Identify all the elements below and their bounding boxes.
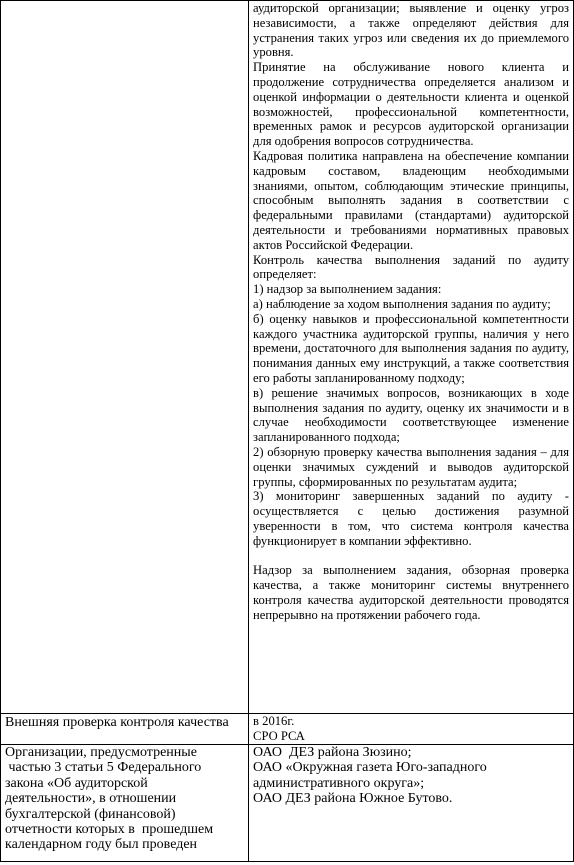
paragraph: Контроль качества выполнения заданий по аудиту определяет: <box>253 252 569 282</box>
label-line: календарном году был проведен <box>5 837 198 853</box>
label-text: Внешняя проверка контроля качества <box>5 715 229 730</box>
external-check-value <box>249 714 574 745</box>
paragraph: 1) надзор за выполнением задания: <box>253 282 442 297</box>
label-line: частью 3 статьи 5 Федерального <box>5 760 202 776</box>
organization-item: ОАО ДЕЗ района Зюзино; <box>253 745 412 760</box>
organizations-label <box>1 745 249 862</box>
table-row <box>1 714 574 745</box>
paragraph: в) решение значимых вопросов, возникающих в ходе выполнения задания по аудиту, оценку их значимости и в случае необходимости соответствующее изменение запланированного подхода; <box>253 385 569 445</box>
paragraph: 3) мониторинг завершенных заданий по аудиту - осуществляется с целью достижения разумной уверенности в том, что система контроля качества функционирует в компании эффективно. <box>253 489 569 548</box>
label-line: Организации, предусмотренные <box>5 745 197 760</box>
closing-paragraph: Надзор за выполнением задания, обзорная проверка качества, а также мониторинг системы внутреннего контроля качества аудиторской деятельности проводятся непрерывно на протяжении рабочего года. <box>253 563 569 622</box>
label-line: отчетности которых в прошедшем <box>5 822 214 838</box>
paragraph: 2) обзорную проверку качества выполнения задания – для оценки значимых суждений и выводов аудиторской группы, сформированных по результатам аудита; <box>253 444 569 489</box>
organization-item: ОАО ДЕЗ района Южное Бутово. <box>253 791 453 807</box>
label-line: деятельности», в отношении <box>5 791 177 807</box>
table-row <box>1 1 574 714</box>
table-cell-empty <box>1 1 249 714</box>
year-text: в 2016г. <box>253 714 295 728</box>
blank-line <box>253 548 569 563</box>
paragraph: аудиторской организации; выявление и оценку угроз независимости, а также определяют действия для устранения таких угроз или сведения их до приемлемого уровня. <box>253 1 569 60</box>
table-row <box>1 745 574 862</box>
paragraph: а) наблюдение за ходом выполнения задания по аудиту; <box>253 296 551 311</box>
external-check-label <box>1 714 249 745</box>
quality-control-description <box>249 1 574 714</box>
paragraph: Принятие на обслуживание нового клиента и продолжение сотрудничества определяется анализом и оценкой информации о деятельности клиента и оценкой возможностей, профессиональной компетентности, временных рамок и ресурсов аудиторской организации для одобрения вопросов сотрудничества. <box>253 60 569 149</box>
organizations-list <box>249 745 574 862</box>
sro-text: СРО РСА <box>253 728 305 743</box>
label-line: закона «Об аудиторской <box>5 775 148 791</box>
label-line: бухгалтерской (финансовой) <box>5 806 176 822</box>
paragraph: б) оценку навыков и профессиональной компетентности каждого участника аудиторской группы, наличия у него времени, достаточного для выполнения задания по аудиту, понимания данных ему инструкций, а также соответствия его работы запланированному подходу; <box>253 311 569 385</box>
organization-item: ОАО «Окружная газета Юго-западного административного округа»; <box>253 760 487 791</box>
paragraph: Кадровая политика направлена на обеспечение компании кадровым составом, владеющим необходимыми знаниями, опытом, соблюдающим этические принципы, способным выполнять задания в соответствии с федеральными правилами (стандартами) аудиторской деятельности и требованиями нормативных правовых актов Российской Федерации. <box>253 148 569 252</box>
